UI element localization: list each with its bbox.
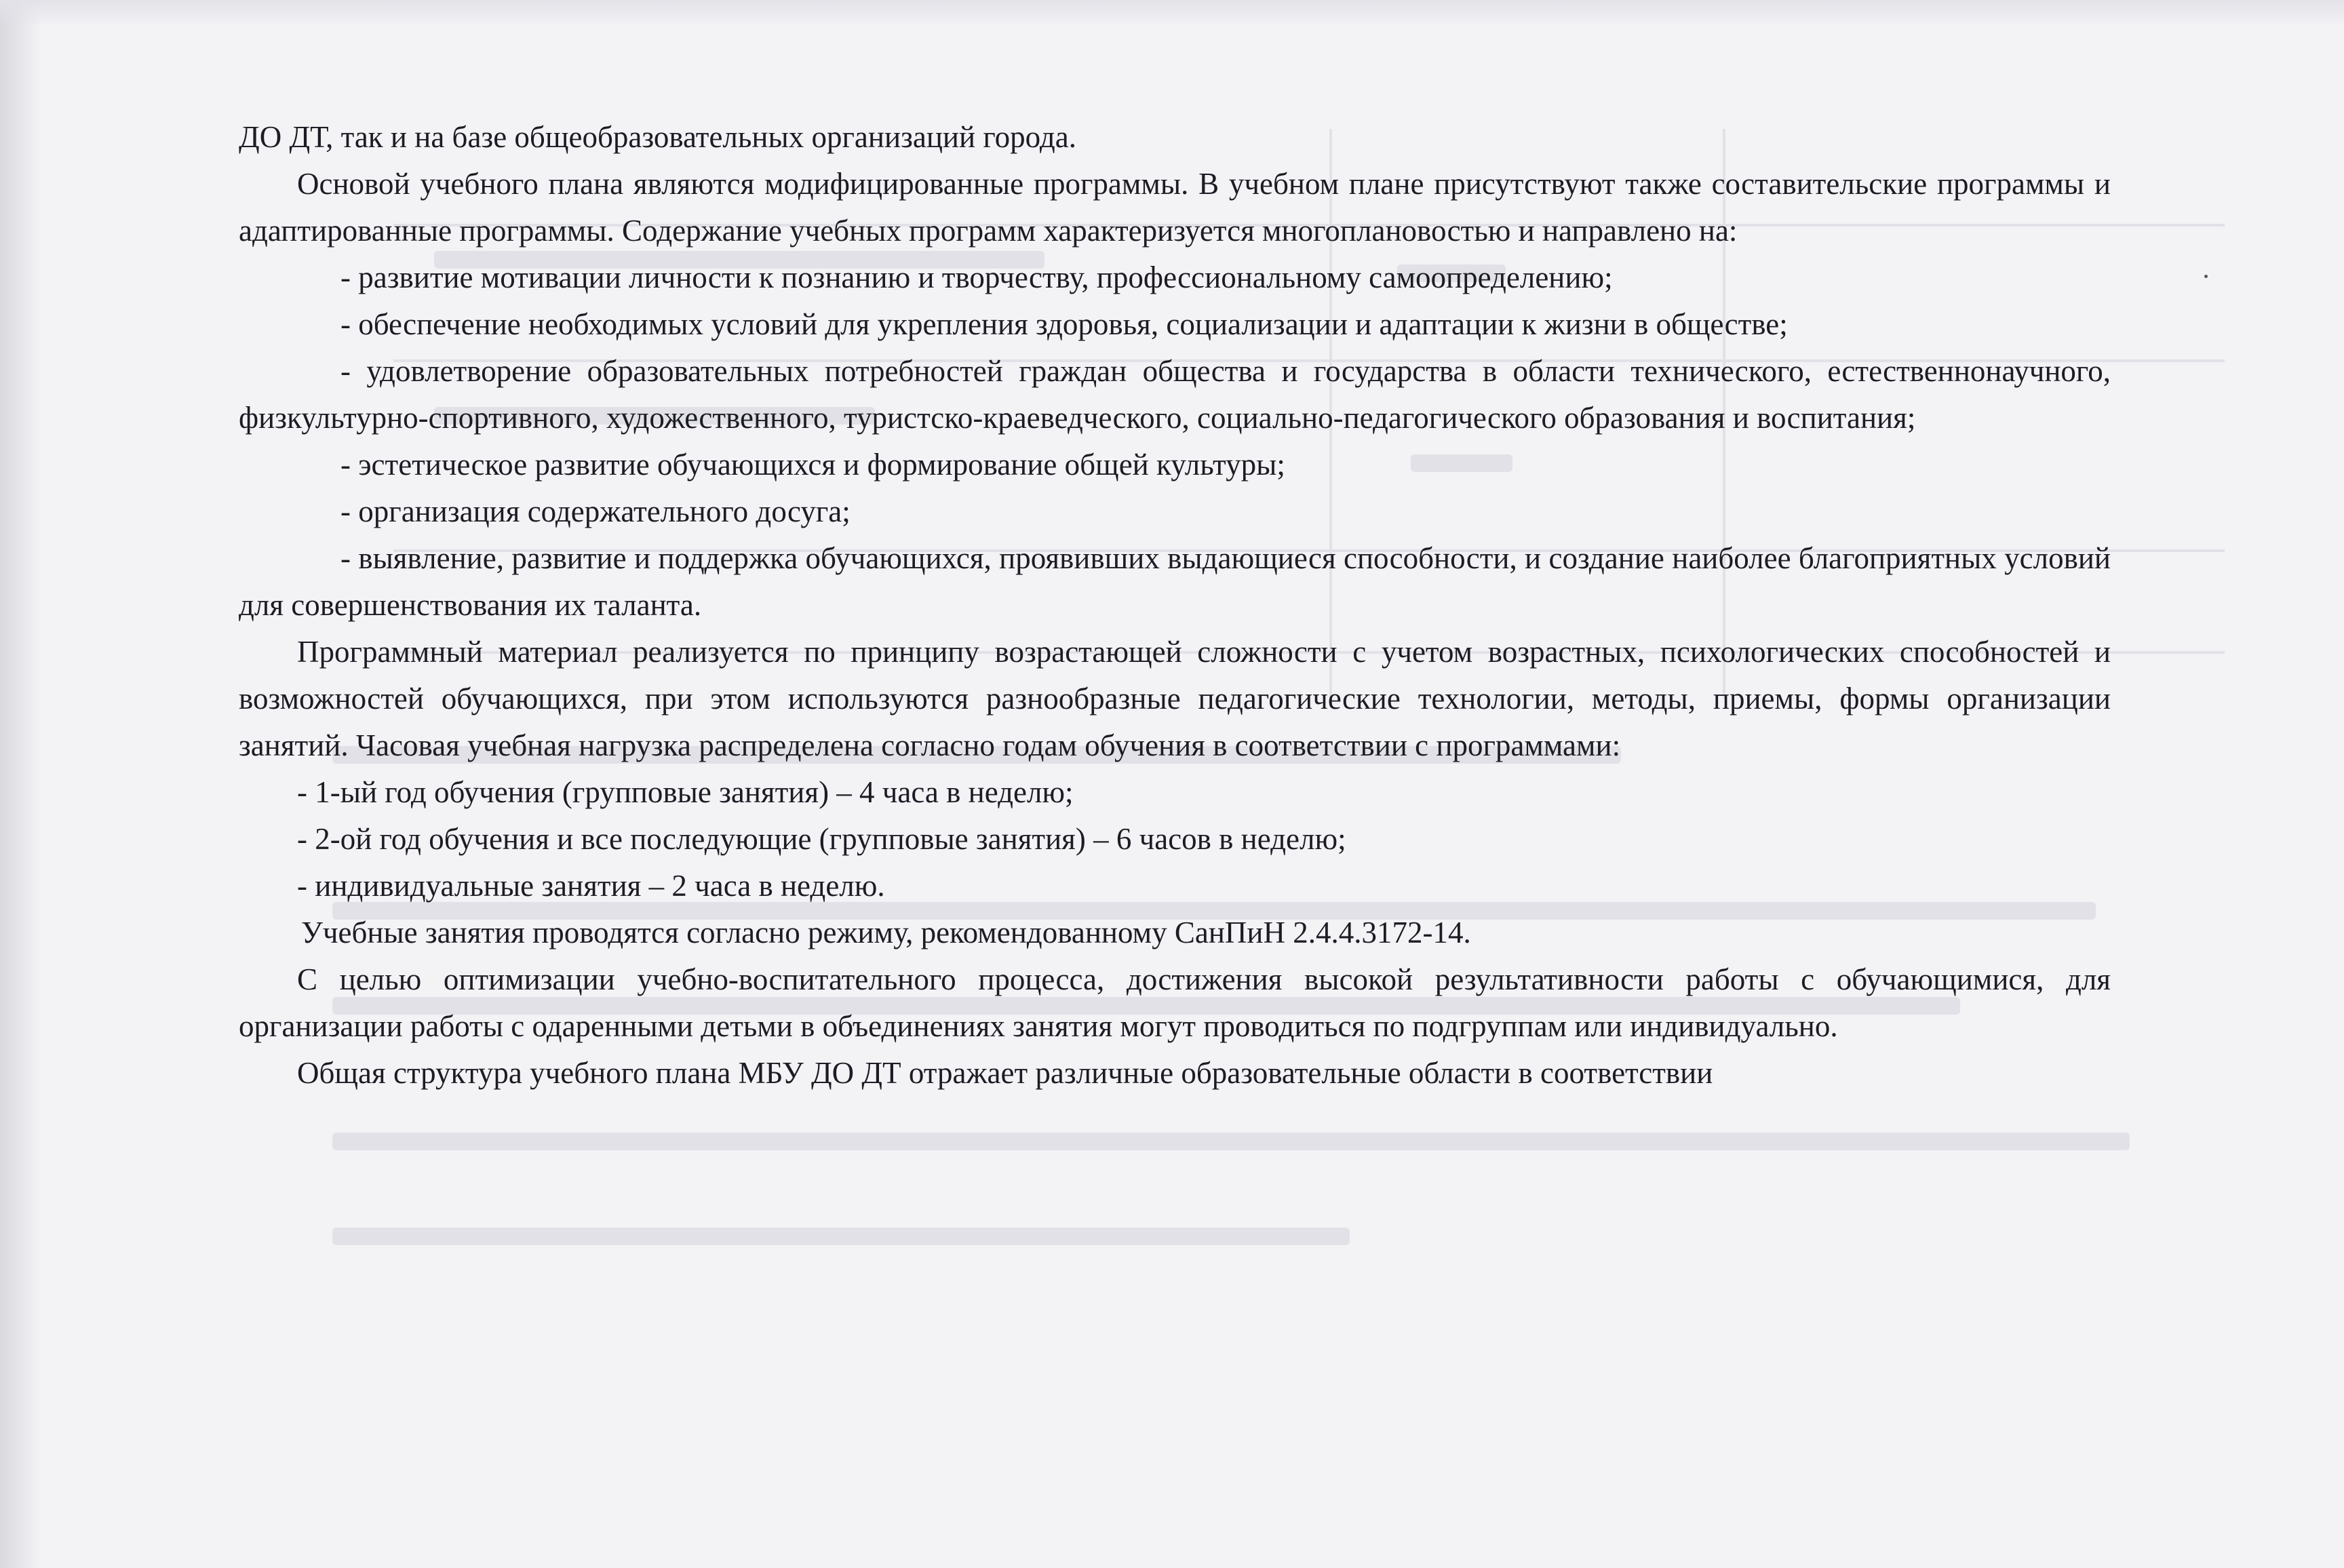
list-item-educational-needs: - удовлетворение образовательных потребностей граждан общества и государства в области технического, естественнонаучного, физкультурно-спортивного, художественного, туристско-краеведческого, социально-педагогического образования и воспитания; — [239, 354, 2111, 435]
paragraph-program-material: Программный материал реализуется по принципу возрастающей сложности с учетом возрастных, психологических способностей и возможностей обучающихся, при этом используются разнообразные педагогические технологии, методы, приемы, формы организации занятий. Часовая учебная нагрузка распределена согласно годам обучения в соответствии с программами: — [239, 635, 2111, 762]
list-item-health: - обеспечение необходимых условий для укрепления здоровья, социализации и адаптации к жизни в обществе; — [340, 307, 1788, 341]
document-body — [239, 114, 2111, 1097]
paragraph-sanpin: Учебные занятия проводятся согласно режиму, рекомендованному СанПиН 2.4.4.3172-14. — [301, 916, 1471, 949]
list-item-second-year: - 2-ой год обучения и все последующие (групповые занятия) – 6 часов в неделю; — [297, 822, 1346, 856]
paragraph-general-structure: Общая структура учебного плана МБУ ДО ДТ отражает различные образовательные области в соответствии — [297, 1056, 1713, 1090]
scan-edge-shadow-left — [0, 0, 41, 1568]
list-item-individual: - индивидуальные занятия – 2 часа в неделю. — [297, 869, 885, 903]
paragraph-optimization: С целью оптимизации учебно-воспитательного процесса, достижения высокой результативности работы с обучающимися, для организации работы с одаренными детьми в объединениях занятия могут проводиться по подгруппам или индивидуально. — [239, 962, 2111, 1043]
list-item-leisure: - организация содержательного досуга; — [340, 494, 851, 528]
list-item-motivation: - развитие мотивации личности к познанию и творчеству, профессиональному самоопределению; — [340, 260, 1613, 294]
paragraph-curriculum-basis: Основой учебного плана являются модифицированные программы. В учебном плане присутствуют также составительские программы и адаптированные программы. Содержание учебных программ характеризуется многоплановостью и направлено на: — [239, 167, 2111, 248]
list-item-first-year: - 1-ый год обучения (групповые занятия) – 4 часа в неделю; — [297, 775, 1074, 809]
paragraph-continuation: ДО ДТ, так и на базе общеобразовательных организаций города. — [239, 120, 1076, 154]
list-item-aesthetic: - эстетическое развитие обучающихся и формирование общей культуры; — [340, 448, 1285, 482]
scan-edge-shadow-top — [0, 0, 2344, 27]
list-item-talent: - выявление, развитие и поддержка обучающихся, проявивших выдающиеся способности, и создание наиболее благоприятных условий для совершенствования их таланта. — [239, 541, 2111, 622]
scan-speck — [2204, 275, 2208, 278]
